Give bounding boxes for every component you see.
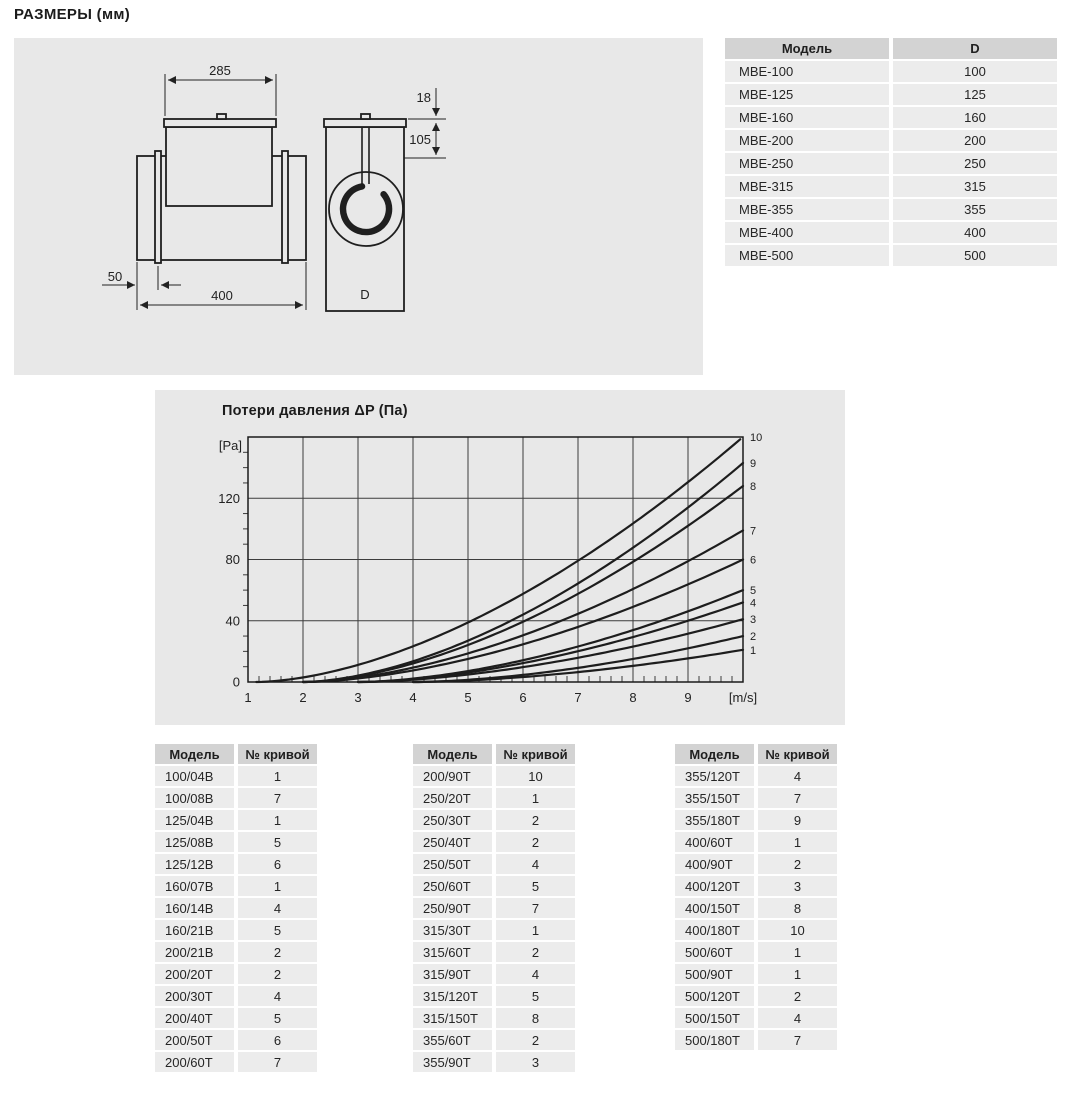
table-row — [413, 832, 575, 852]
dim-label-D: D — [360, 287, 370, 302]
value-cell: 2 — [496, 832, 575, 852]
model-cell: 500/180T — [675, 1030, 754, 1050]
table-row — [675, 788, 837, 808]
value-cell: 10 — [496, 766, 575, 786]
table-row — [675, 898, 837, 918]
value-cell: 2 — [758, 986, 837, 1006]
value-cell: 3 — [758, 876, 837, 896]
table-row — [413, 898, 575, 918]
model-cell: 250/30T — [413, 810, 492, 830]
value-cell: 100 — [893, 61, 1057, 82]
table-row — [413, 876, 575, 896]
table-row — [675, 920, 837, 940]
table-row — [725, 199, 1057, 220]
y-tick-label: 80 — [225, 552, 240, 567]
table-row — [413, 986, 575, 1006]
table-row — [155, 788, 317, 808]
curve-number-label: 3 — [750, 614, 757, 627]
column-header: № кривой — [238, 744, 317, 764]
model-cell: 250/40T — [413, 832, 492, 852]
pressure-loss-chart-panel — [155, 390, 845, 725]
value-cell: 5 — [238, 920, 317, 940]
model-cell: 200/60T — [155, 1052, 234, 1072]
table-row — [675, 766, 837, 786]
value-cell: 355 — [893, 199, 1057, 220]
curve-number-label: 8 — [750, 481, 757, 493]
model-cell: 200/21B — [155, 942, 234, 962]
x-axis-unit-label: [m/s] — [728, 690, 758, 705]
x-tick-label: 3 — [354, 690, 362, 705]
y-tick-label: 120 — [218, 490, 240, 506]
value-cell: 500 — [893, 245, 1057, 266]
value-cell: 7 — [238, 788, 317, 808]
model-cell: 125/12B — [155, 854, 234, 874]
y-tick-label: 0 — [232, 674, 240, 690]
table-row — [155, 986, 317, 1006]
table-row — [675, 986, 837, 1006]
model-cell: 355/60T — [413, 1030, 492, 1050]
curve-table-2-body — [413, 766, 575, 1072]
table-row — [675, 1030, 837, 1050]
value-cell: 4 — [758, 766, 837, 786]
value-cell: 7 — [238, 1052, 317, 1072]
table-row — [413, 766, 575, 786]
model-cell: 200/50T — [155, 1030, 234, 1050]
model-cell: 315/90T — [413, 964, 492, 984]
column-header: Модель — [155, 744, 234, 764]
table-row — [725, 130, 1057, 151]
curve-table-3-header — [675, 744, 837, 764]
value-cell: 5 — [496, 876, 575, 896]
curve-table-1-body — [155, 766, 317, 1072]
value-cell: 1 — [758, 964, 837, 984]
value-cell: 4 — [758, 1008, 837, 1028]
table-row — [725, 61, 1057, 82]
value-cell: 2 — [238, 964, 317, 984]
model-cell: 500/150T — [675, 1008, 754, 1028]
value-cell: 6 — [238, 854, 317, 874]
table-row — [413, 854, 575, 874]
x-tick-label: 6 — [519, 690, 527, 705]
model-cell: 250/50T — [413, 854, 492, 874]
column-header: Модель — [725, 38, 889, 59]
column-header: D — [893, 38, 1057, 59]
value-cell: 1 — [238, 766, 317, 786]
table-row — [155, 876, 317, 896]
table-row — [155, 1008, 317, 1028]
x-tick-label: 5 — [464, 690, 472, 705]
value-cell: 160 — [893, 107, 1057, 128]
technical-drawing — [14, 38, 703, 375]
table-row — [413, 1008, 575, 1028]
column-header: Модель — [413, 744, 492, 764]
value-cell: 5 — [238, 1008, 317, 1028]
model-cell: 315/150T — [413, 1008, 492, 1028]
dimension-table-header — [725, 38, 1057, 59]
value-cell: 10 — [758, 920, 837, 940]
model-cell: MBE-160 — [725, 107, 889, 128]
y-tick-label: 40 — [225, 613, 240, 629]
x-tick-label: 4 — [409, 690, 417, 705]
x-tick-label: 1 — [244, 690, 252, 705]
x-tick-label: 7 — [574, 690, 582, 705]
table-row — [413, 964, 575, 984]
value-cell: 1 — [758, 942, 837, 962]
duct-heater-front-view — [324, 114, 406, 311]
column-header: № кривой — [758, 744, 837, 764]
dim-label-105: 105 — [409, 132, 431, 147]
model-cell: MBE-250 — [725, 153, 889, 174]
curve-number-label: 2 — [750, 631, 757, 644]
model-cell: MBE-400 — [725, 222, 889, 243]
table-row — [725, 153, 1057, 174]
table-row — [155, 832, 317, 852]
table-row — [155, 1052, 317, 1072]
curve-table-3 — [671, 742, 841, 1052]
model-cell: 100/04B — [155, 766, 234, 786]
chart-title: Потери давления ΔP (Па) — [222, 403, 408, 419]
model-cell: 100/08B — [155, 788, 234, 808]
model-cell: 355/150T — [675, 788, 754, 808]
value-cell: 125 — [893, 84, 1057, 105]
model-cell: 125/08B — [155, 832, 234, 852]
table-row — [413, 1052, 575, 1072]
value-cell: 5 — [238, 832, 317, 852]
table-row — [413, 810, 575, 830]
table-row — [675, 1008, 837, 1028]
curve-number-label: 1 — [750, 644, 757, 657]
model-cell: 315/120T — [413, 986, 492, 1006]
value-cell: 8 — [496, 1008, 575, 1028]
curve-table-3-body — [675, 766, 837, 1050]
model-cell: 250/60T — [413, 876, 492, 896]
column-header: Модель — [675, 744, 754, 764]
model-cell: 355/90T — [413, 1052, 492, 1072]
curve-table-2 — [409, 742, 579, 1074]
dim-label-400: 400 — [211, 288, 233, 303]
model-cell: 500/60T — [675, 942, 754, 962]
value-cell: 6 — [238, 1030, 317, 1050]
table-row — [675, 876, 837, 896]
value-cell: 7 — [758, 788, 837, 808]
model-cell: 125/04B — [155, 810, 234, 830]
value-cell: 4 — [238, 986, 317, 1006]
x-tick-label: 8 — [629, 690, 637, 705]
value-cell: 8 — [758, 898, 837, 918]
value-cell: 9 — [758, 810, 837, 830]
table-row — [155, 898, 317, 918]
value-cell: 4 — [496, 854, 575, 874]
model-cell: 500/120T — [675, 986, 754, 1006]
table-row — [155, 1030, 317, 1050]
table-row — [155, 810, 317, 830]
value-cell: 4 — [238, 898, 317, 918]
model-cell: 400/120T — [675, 876, 754, 896]
value-cell: 315 — [893, 176, 1057, 197]
dim-label-18: 18 — [416, 90, 431, 105]
table-row — [675, 854, 837, 874]
model-cell: 250/90T — [413, 898, 492, 918]
model-cell: 355/180T — [675, 810, 754, 830]
value-cell: 3 — [496, 1052, 575, 1072]
model-cell: 250/20T — [413, 788, 492, 808]
table-row — [675, 810, 837, 830]
value-cell: 250 — [893, 153, 1057, 174]
value-cell: 2 — [238, 942, 317, 962]
curve-table-2-header — [413, 744, 575, 764]
model-cell: MBE-500 — [725, 245, 889, 266]
dimension-table-body — [725, 61, 1057, 266]
dim-label-50: 50 — [107, 269, 123, 284]
model-cell: 355/120T — [675, 766, 754, 786]
table-row — [155, 964, 317, 984]
table-row — [725, 107, 1057, 128]
curve-number-label: 6 — [750, 554, 757, 567]
model-cell: 200/30T — [155, 986, 234, 1006]
value-cell: 2 — [496, 1030, 575, 1050]
table-row — [675, 964, 837, 984]
value-cell: 1 — [238, 810, 317, 830]
model-cell: MBE-355 — [725, 199, 889, 220]
table-row — [155, 942, 317, 962]
table-row — [725, 84, 1057, 105]
value-cell: 1 — [238, 876, 317, 896]
model-cell: 315/30T — [413, 920, 492, 940]
model-cell: 160/21B — [155, 920, 234, 940]
pressure-curve-10 — [256, 439, 740, 682]
value-cell: 200 — [893, 130, 1057, 151]
model-cell: 200/40T — [155, 1008, 234, 1028]
value-cell: 1 — [758, 832, 837, 852]
value-cell: 5 — [496, 986, 575, 1006]
curve-table-1-header — [155, 744, 317, 764]
value-cell: 2 — [496, 942, 575, 962]
curve-number-label: 4 — [750, 597, 757, 610]
model-cell: 400/90T — [675, 854, 754, 874]
model-cell: 400/150T — [675, 898, 754, 918]
table-row — [725, 245, 1057, 266]
table-row — [413, 1030, 575, 1050]
table-row — [413, 788, 575, 808]
y-axis-unit-label: [Pa] — [218, 438, 242, 453]
table-row — [155, 854, 317, 874]
page-title: РАЗМЕРЫ (мм) — [14, 6, 131, 23]
model-cell: 160/07B — [155, 876, 234, 896]
model-cell: 315/60T — [413, 942, 492, 962]
x-tick-label: 2 — [299, 690, 307, 705]
table-row — [155, 766, 317, 786]
model-cell: MBE-125 — [725, 84, 889, 105]
pressure-loss-chart — [155, 390, 845, 725]
value-cell: 7 — [496, 898, 575, 918]
x-tick-label: 9 — [684, 690, 692, 705]
value-cell: 1 — [496, 920, 575, 940]
curve-number-label: 7 — [750, 525, 757, 538]
table-row — [413, 920, 575, 940]
table-row — [725, 176, 1057, 197]
model-cell: 500/90T — [675, 964, 754, 984]
table-row — [675, 942, 837, 962]
column-header: № кривой — [496, 744, 575, 764]
value-cell: 2 — [758, 854, 837, 874]
model-cell: 200/90T — [413, 766, 492, 786]
duct-heater-side-view — [137, 114, 306, 263]
value-cell: 7 — [758, 1030, 837, 1050]
dim-label-285: 285 — [209, 63, 231, 78]
table-row — [725, 222, 1057, 243]
model-cell: MBE-315 — [725, 176, 889, 197]
model-cell: MBE-200 — [725, 130, 889, 151]
curve-number-label: 5 — [750, 585, 757, 598]
dimensions-drawing-panel — [14, 38, 703, 375]
value-cell: 4 — [496, 964, 575, 984]
model-cell: 200/20T — [155, 964, 234, 984]
table-row — [413, 942, 575, 962]
curve-number-label: 9 — [750, 458, 757, 471]
value-cell: 2 — [496, 810, 575, 830]
table-row — [675, 832, 837, 852]
model-cell: MBE-100 — [725, 61, 889, 82]
curve-number-label: 10 — [750, 432, 763, 444]
table-row — [155, 920, 317, 940]
curve-table-1 — [151, 742, 321, 1074]
dimension-table — [721, 36, 1061, 268]
value-cell: 1 — [496, 788, 575, 808]
model-cell: 160/14B — [155, 898, 234, 918]
model-cell: 400/60T — [675, 832, 754, 852]
model-cell: 400/180T — [675, 920, 754, 940]
value-cell: 400 — [893, 222, 1057, 243]
